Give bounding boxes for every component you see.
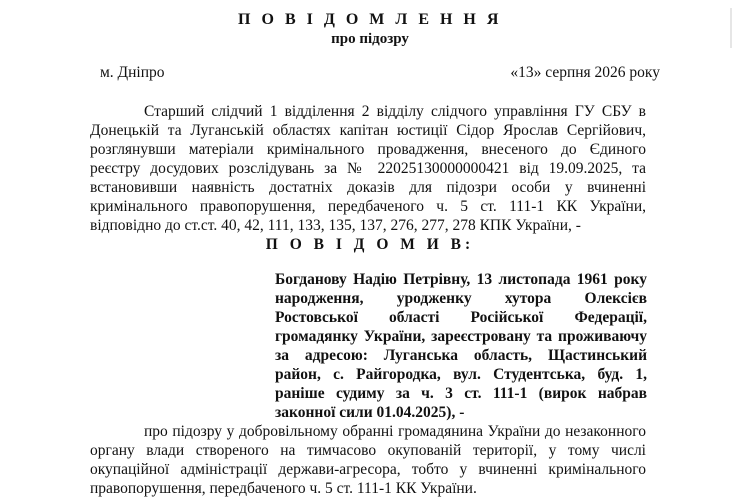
person-line: раніше судиму за ч. 3 ст. 111-1 (вирок набрав xyxy=(275,385,647,402)
suspicion-paragraph xyxy=(90,422,646,498)
suspicion-line: окупаційної адміністрації держави-агресора, тобто у вчиненні кримінального xyxy=(90,461,646,478)
suspicion-line: правопорушення, передбаченого ч. 5 ст. 111-1 КК України. xyxy=(90,480,477,497)
person-line: народження, уродженку хутора Олексієв xyxy=(275,290,647,307)
suspicion-line: про підозру у добровільному обранні громадянина України до незаконного xyxy=(144,423,646,440)
intro-line: встановивши наявність достатніх доказів для підозри особи у вчиненні xyxy=(90,179,646,196)
document-subtitle: про підозру xyxy=(331,31,409,47)
intro-line: розглянувши матеріали кримінального провадження, внесеного до Єдиного xyxy=(90,141,646,158)
document-date: «13» серпня 2026 року xyxy=(510,64,660,81)
document-city: м. Дніпро xyxy=(100,64,165,81)
person-line: район, с. Райгородка, вул. Студентська, буд. 1, xyxy=(275,366,647,383)
intro-line: кримінального правопорушення, передбаченого ч. 5 ст. 111-1 КК України, xyxy=(90,198,646,215)
person-line: Ростовської області Російської Федерації, xyxy=(275,309,647,326)
intro-line: Донецькій та Луганській областях капітан юстиції Сідор Ярослав Сергійович, xyxy=(90,122,646,139)
person-line: Богданову Надію Петрівну, 13 листопада 1961 року xyxy=(275,271,647,288)
intro-line: відповідно до ст.ст. 40, 42, 111, 133, 135, 137, 276, 277, 278 КПК України, - xyxy=(90,217,581,234)
intro-line: Старший слідчий 1 відділення 2 відділу слідчого управління ГУ СБУ в xyxy=(144,103,646,120)
suspicion-line: органу влади створеного на тимчасово окупованій території, у тому числі xyxy=(90,442,646,459)
announced-heading: П О В І Д О М И В: xyxy=(265,236,475,253)
intro-line: реєстру досудових розслідувань за № 22025130000000421 від 19.09.2025, та xyxy=(90,160,646,177)
person-details xyxy=(275,270,647,422)
person-line: законної сили 01.04.2025), - xyxy=(275,404,465,421)
person-line: громадянку України, зареєстровану та проживаючу xyxy=(275,328,647,345)
person-line: за адресою: Луганська область, Щастинський xyxy=(275,347,647,364)
intro-paragraph xyxy=(90,102,646,235)
document-title: П О В І Д О М Л Е Н Н Я xyxy=(238,11,502,28)
